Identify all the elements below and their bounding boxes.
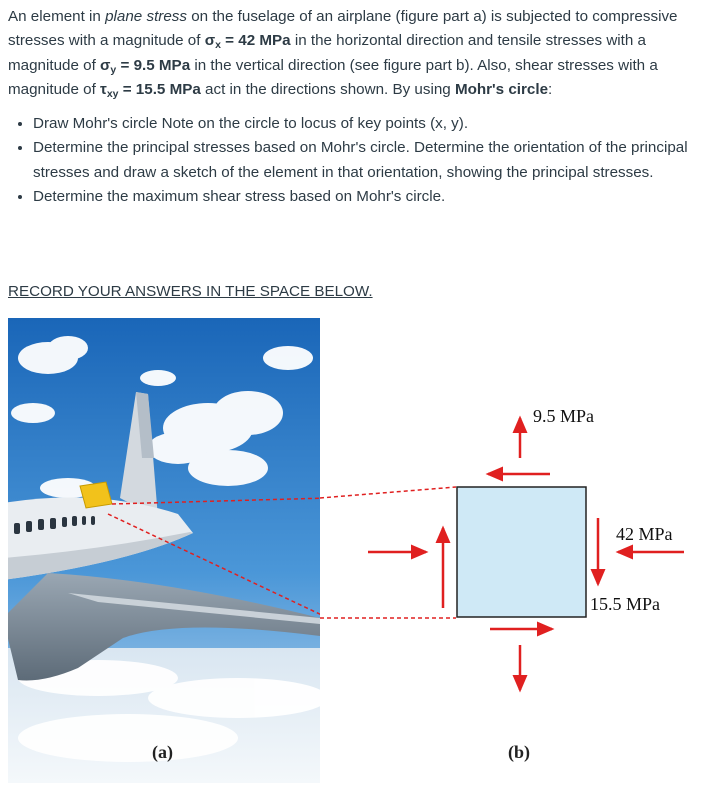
- tau-xy-label: 15.5 MPa: [590, 594, 661, 614]
- sigma-x-value: $\sigma_x = 42$ MPa: [204, 32, 291, 52]
- sigma-x-label: 42 MPa: [616, 524, 673, 544]
- plane-stress-term: plane stress: [105, 8, 187, 25]
- sigma-y-label: 9.5 MPa: [533, 406, 595, 426]
- stress-element-figure: [8, 318, 698, 783]
- task-list: [8, 112, 703, 210]
- task-item: • Draw Mohr's circle Note on the circle to locus of key points (x, y).: [33, 112, 703, 136]
- caption-b: (b): [508, 742, 530, 762]
- sigma-y-value: $\sigma_y = 9.5$ MPa: [100, 56, 191, 76]
- task-item: • Determine the maximum shear stress based on Mohr's circle.: [33, 185, 703, 209]
- airplane-photo: [8, 318, 328, 783]
- caption-a: (a): [152, 742, 173, 762]
- mohrs-circle-term: Mohr's circle: [454, 81, 549, 99]
- tau-xy-value: $\tau_{xy} = 15.5$ MPa: [100, 81, 201, 101]
- record-answers-heading: RECORD YOUR ANSWERS IN THE SPACE BELOW.: [8, 283, 373, 300]
- stress-element-square: [457, 487, 586, 617]
- task-item: • Determine the principal stresses based on Mohr's circle. Determine the orientation of the principal stresses and draw a sketch of the element in that orientation, showing the principal stresses.: [33, 136, 703, 185]
- problem-statement: An element in plane stress on the fuselage of an airplane (figure part a) is subjected to compressive stresses with a magnitude of $\sigma_x = 42$ MPa in the horizontal direction and tensile stresses with a magnitude of $\sigma_y = 9.5$ MPa in the vertical direction (see figure part b). Also, shear stresses with a magnitude of $\tau_{xy} = 15.5$ MPa act in the directions shown. By using Mohr's circle:: [8, 8, 678, 101]
